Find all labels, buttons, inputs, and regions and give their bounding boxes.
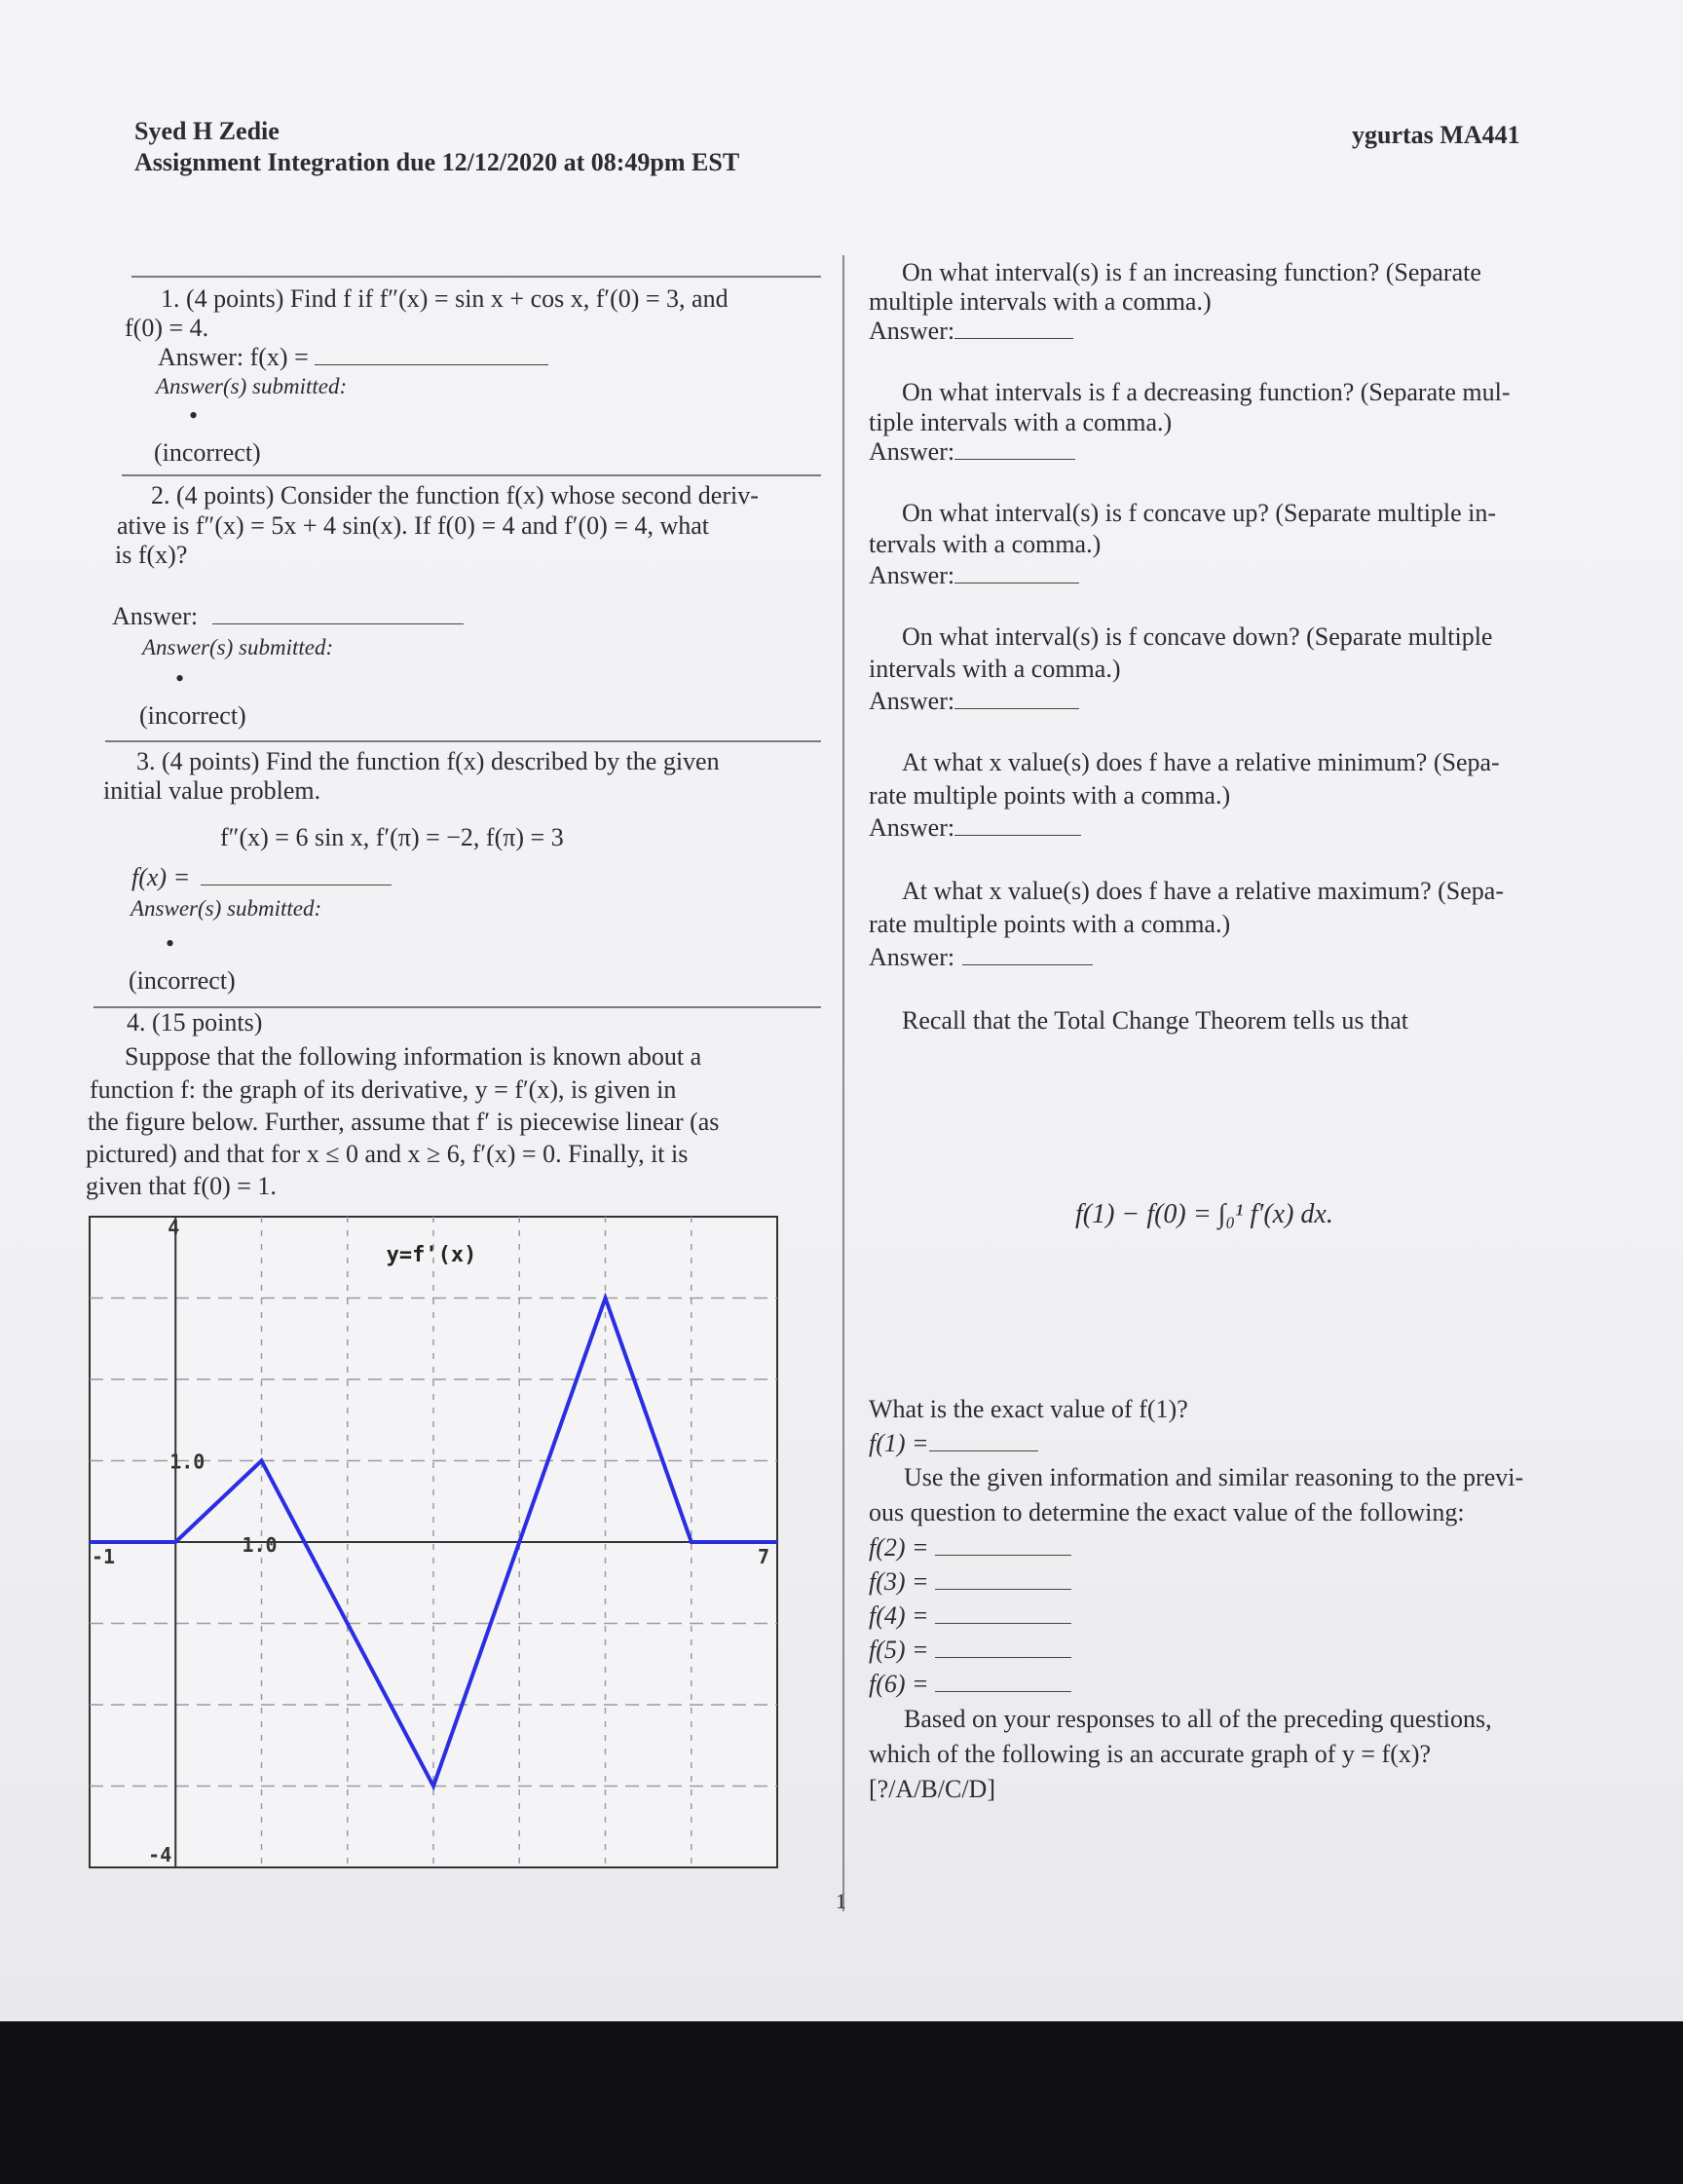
q4-text-line4: pictured) and that for x ≤ 0 and x ≥ 6, f′(x) = 0. Finally, it is xyxy=(86,1140,689,1168)
q2-bullet: • xyxy=(175,664,185,693)
q3-answer-input[interactable] xyxy=(201,863,392,885)
f1-question: What is the exact value of f(1)? xyxy=(869,1395,1188,1423)
tick-label-y-top: 4 xyxy=(168,1216,180,1239)
q1-submitted-label: Answer(s) submitted: xyxy=(156,374,348,398)
divider xyxy=(105,740,821,742)
total-change-text: Recall that the Total Change Theorem tells us that xyxy=(902,1006,1408,1035)
q3-prompt-line1: 3. (4 points) Find the function f(x) described by the given xyxy=(136,747,720,775)
decreasing-answer-label: Answer: xyxy=(869,437,955,466)
rel-min-answer-input[interactable] xyxy=(954,815,1081,836)
q1-status: (incorrect) xyxy=(154,438,261,467)
concave-up-line1: On what interval(s) is f concave up? (Separate multiple in- xyxy=(902,499,1497,527)
decreasing-line2: tiple intervals with a comma.) xyxy=(869,408,1173,436)
f1-answer-input[interactable] xyxy=(929,1431,1038,1451)
q1-answer-row xyxy=(158,341,548,373)
f2-answer-input[interactable] xyxy=(935,1535,1071,1556)
concave-down-answer-input[interactable] xyxy=(954,689,1079,709)
rel-max-answer-label: Answer: xyxy=(869,943,955,971)
q3-equation: f″(x) = 6 sin x, f′(π) = −2, f(π) = 3 xyxy=(220,823,564,851)
q2-answer-row xyxy=(112,600,464,632)
f6-row xyxy=(869,1668,1071,1700)
rel-min-line2: rate multiple points with a comma.) xyxy=(869,781,1231,810)
f2-row xyxy=(869,1531,1071,1563)
q3-answer-label: f(x) = xyxy=(131,863,191,891)
f5-row xyxy=(869,1634,1071,1666)
q1-answer-input[interactable] xyxy=(315,343,548,365)
q4-text-line3: the figure below. Further, assume that f′ is piecewise linear (as xyxy=(88,1108,720,1136)
increasing-line2: multiple intervals with a comma.) xyxy=(869,287,1212,316)
f4-row xyxy=(869,1600,1071,1632)
concave-down-line2: intervals with a comma.) xyxy=(869,655,1121,683)
q3-submitted-label: Answer(s) submitted: xyxy=(131,896,322,921)
q4-text-line2: function f: the graph of its derivative, y = f′(x), is given in xyxy=(90,1075,677,1104)
concave-up-answer-label: Answer: xyxy=(869,561,955,589)
page-number: 1 xyxy=(836,1889,846,1913)
increasing-answer-label: Answer: xyxy=(869,317,955,345)
derivative-graph xyxy=(86,1213,781,1871)
screen-bezel xyxy=(0,2021,1683,2184)
course-id: ygurtas MA441 xyxy=(1352,121,1520,149)
rel-max-answer-row xyxy=(869,941,1093,973)
q2-status: (incorrect) xyxy=(139,701,246,730)
f3-row xyxy=(869,1565,1071,1598)
based-line1: Based on your responses to all of the preceding questions, xyxy=(904,1705,1492,1733)
q3-bullet: • xyxy=(166,929,175,958)
graph-choice-options[interactable]: [?/A/B/C/D] xyxy=(869,1775,995,1803)
rel-min-answer-row xyxy=(869,811,1081,844)
q2-prompt-line2: ative is f″(x) = 5x + 4 sin(x). If f(0) = 4 and f′(0) = 4, what xyxy=(117,511,710,540)
f3-answer-input[interactable] xyxy=(935,1569,1071,1590)
divider xyxy=(122,474,821,476)
rel-min-answer-label: Answer: xyxy=(869,813,955,842)
f4-answer-input[interactable] xyxy=(935,1603,1071,1624)
rel-max-answer-input[interactable] xyxy=(962,945,1093,965)
q4-heading: 4. (15 points) xyxy=(127,1008,263,1036)
decreasing-answer-row xyxy=(869,435,1075,468)
increasing-answer-row xyxy=(869,315,1073,347)
rel-max-line1: At what x value(s) does f have a relative maximum? (Sepa- xyxy=(902,877,1504,905)
f3-label: f(3) = xyxy=(869,1567,929,1596)
f6-answer-input[interactable] xyxy=(935,1672,1071,1692)
decreasing-answer-input[interactable] xyxy=(954,439,1075,460)
use-given-line1: Use the given information and similar reasoning to the previ- xyxy=(904,1463,1524,1491)
concave-down-answer-row xyxy=(869,685,1079,717)
q2-prompt-line3: is f(x)? xyxy=(115,541,188,569)
q3-answer-row xyxy=(131,861,392,893)
f6-label: f(6) = xyxy=(869,1670,929,1698)
total-change-formula: f(1) − f(0) = ∫₀¹ f′(x) dx. xyxy=(1075,1199,1333,1229)
q3-prompt-line2: initial value problem. xyxy=(103,776,321,805)
concave-up-answer-input[interactable] xyxy=(954,563,1079,584)
concave-up-line2: tervals with a comma.) xyxy=(869,530,1102,558)
increasing-line1: On what interval(s) is f an increasing function? (Separate xyxy=(902,258,1481,286)
student-name: Syed H Zedie xyxy=(134,117,280,145)
decreasing-line1: On what intervals is f a decreasing function? (Separate mul- xyxy=(902,378,1511,406)
column-divider xyxy=(842,255,844,1911)
assignment-title: Assignment Integration due 12/12/2020 at 08:49pm EST xyxy=(134,148,740,176)
q1-prompt-line1: 1. (4 points) Find f if f″(x) = sin x + cos x, f′(0) = 3, and xyxy=(161,284,729,313)
concave-down-line1: On what interval(s) is f concave down? (Separate multiple xyxy=(902,622,1493,651)
f4-label: f(4) = xyxy=(869,1601,929,1630)
tick-label-x-unit: 1.0 xyxy=(242,1533,278,1557)
q1-answer-label: Answer: f(x) = xyxy=(158,343,309,371)
concave-down-answer-label: Answer: xyxy=(869,687,955,715)
f1-answer-row xyxy=(869,1427,1038,1459)
tick-label-y-bottom: -4 xyxy=(148,1843,172,1866)
q3-status: (incorrect) xyxy=(129,966,236,995)
q4-text-line5: given that f(0) = 1. xyxy=(86,1172,277,1200)
f1-label: f(1) = xyxy=(869,1429,929,1457)
q1-bullet: • xyxy=(189,401,199,430)
based-line2: which of the following is an accurate graph of y = f(x)? xyxy=(869,1740,1432,1768)
f5-answer-input[interactable] xyxy=(935,1638,1071,1658)
q2-answer-input[interactable] xyxy=(212,602,464,624)
tick-label-x-right: 7 xyxy=(757,1545,769,1568)
q2-submitted-label: Answer(s) submitted: xyxy=(142,635,334,659)
rel-min-line1: At what x value(s) does f have a relative minimum? (Sepa- xyxy=(902,748,1500,776)
use-given-line2: ous question to determine the exact value of the following: xyxy=(869,1498,1465,1526)
q2-prompt-line1: 2. (4 points) Consider the function f(x) whose second deriv- xyxy=(151,481,759,509)
tick-label-y-unit: 1.0 xyxy=(169,1450,206,1474)
divider xyxy=(131,276,821,278)
rel-max-line2: rate multiple points with a comma.) xyxy=(869,910,1231,938)
graph-title: y=f'(x) xyxy=(386,1243,477,1267)
tick-label-x-left: -1 xyxy=(92,1545,116,1568)
q2-answer-label: Answer: xyxy=(112,602,199,630)
increasing-answer-input[interactable] xyxy=(954,319,1073,339)
q4-text-line1: Suppose that the following information is known about a xyxy=(125,1042,702,1071)
f5-label: f(5) = xyxy=(869,1636,929,1664)
q1-prompt-line2: f(0) = 4. xyxy=(125,314,209,342)
concave-up-answer-row xyxy=(869,559,1079,591)
f2-label: f(2) = xyxy=(869,1533,929,1562)
